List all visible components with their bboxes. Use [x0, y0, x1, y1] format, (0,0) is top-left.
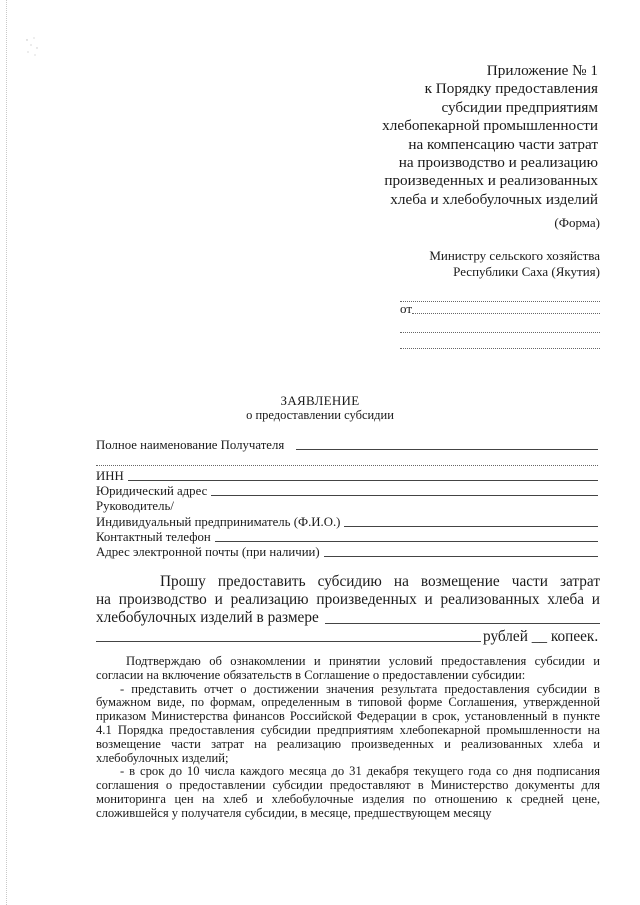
applicant-fields: [96, 438, 598, 560]
amount-field[interactable]: [325, 623, 600, 624]
scan-edge-dots: [6, 0, 7, 905]
field-row-inn: [96, 469, 598, 484]
field-row-entrepreneur: [96, 514, 598, 529]
annex-header: [268, 62, 598, 209]
addressee-line: Министру сельского хозяйства: [429, 248, 600, 263]
sender-blank-line[interactable]: [400, 317, 600, 333]
field-row-full-name: [96, 438, 598, 453]
annex-line: к Порядку предоставления: [424, 80, 598, 98]
confirmation-text: [96, 655, 600, 821]
annex-line: на компенсацию части затрат: [408, 135, 598, 153]
field-label: Контактный телефон: [96, 530, 211, 545]
request-amount-row: [96, 609, 600, 627]
inn-field[interactable]: [128, 480, 598, 481]
head-name-field[interactable]: [344, 526, 598, 527]
field-label: Полное наименование Получателя: [96, 438, 285, 453]
annex-line: на производство и реализацию: [398, 154, 598, 172]
sender-name-field[interactable]: [412, 313, 600, 314]
field-label: ИНН: [96, 468, 124, 483]
field-row-email: [96, 545, 598, 560]
field-label: Руководитель/: [96, 499, 174, 514]
field-row-phone: [96, 530, 598, 545]
from-label: от: [400, 301, 413, 316]
annex-line: произведенных и реализованных: [384, 172, 598, 190]
field-row-legal-address: [96, 484, 598, 499]
email-field[interactable]: [324, 556, 598, 557]
confirmation-paragraph: Подтверждаю об ознакомлении и принятии условий предоставления субсидии и согласии на включение обязательств в Соглашение о предоставлении субсидии:: [96, 654, 600, 682]
request-line: хлебобулочных изделий в размере: [96, 609, 319, 627]
annex-line: субсидии предприятиям: [441, 98, 598, 116]
addressee-line: Республики Саха (Якутия): [453, 264, 600, 279]
annex-line: хлеба и хлебобулочных изделий: [390, 190, 598, 208]
sender-blank-line[interactable]: [400, 286, 600, 302]
addressee-block: [300, 248, 600, 280]
rubles-kopecks-label: рублей __ копеек.: [483, 627, 599, 645]
sender-blank-line[interactable]: [400, 333, 600, 349]
request-line: Прошу предоставить субсидию на возмещение части затрат: [160, 573, 600, 590]
annex-line: хлебопекарной промышленности: [382, 117, 598, 135]
amount-words-field[interactable]: [96, 641, 481, 642]
form-label: (Форма): [554, 215, 600, 230]
sender-block: [400, 286, 600, 349]
request-rubles-row: [96, 628, 600, 646]
document-title: ЗАЯВЛЕНИЕ: [280, 393, 360, 408]
legal-address-field[interactable]: [211, 495, 598, 496]
annex-number: Приложение № 1: [486, 62, 598, 79]
obligation-report: - представить отчет о достижении значения результата предоставления субсидии в бумажном виде, по формам, определенным в типовой форме Соглашения, утвержденной приказом Министерства финансов Российской Федерации в срок, установленный в пункте 4.1 Порядка предоставления субсидии предприятиям хлебопекарной промышленности на возмещение части затрат на реализацию произведенных и реализованных хлеба и хлебобулочных изделий;: [96, 681, 600, 765]
phone-field[interactable]: [215, 541, 598, 542]
sender-row: [400, 302, 600, 317]
field-row-head: [96, 499, 598, 514]
full-name-field-continuation[interactable]: [96, 465, 598, 466]
subsidy-request: [96, 573, 600, 646]
scan-speck-marks: [24, 36, 40, 58]
full-name-field[interactable]: [296, 449, 598, 450]
document-subtitle: о предоставлении субсидии: [246, 408, 394, 422]
field-label: Юридический адрес: [96, 484, 208, 499]
obligation-monitoring: - в срок до 10 числа каждого месяца до 31 декабря текущего года со дня подписания соглашения о предоставлении субсидии предоставляют в Министерство документы для мониторинга цен на хлеб и хлебобулочные изделия по отношению к средней цене, сложившейся у получателя субсидии, в месяце, предшествующем месяцу: [96, 764, 600, 820]
request-line: на производство и реализацию произведенных и реализованных хлеба и: [96, 591, 600, 609]
field-row-continuation: [96, 453, 598, 468]
field-label: Адрес электронной почты (при наличии): [96, 545, 320, 560]
field-label: Индивидуальный предприниматель (Ф.И.О.): [96, 514, 341, 529]
